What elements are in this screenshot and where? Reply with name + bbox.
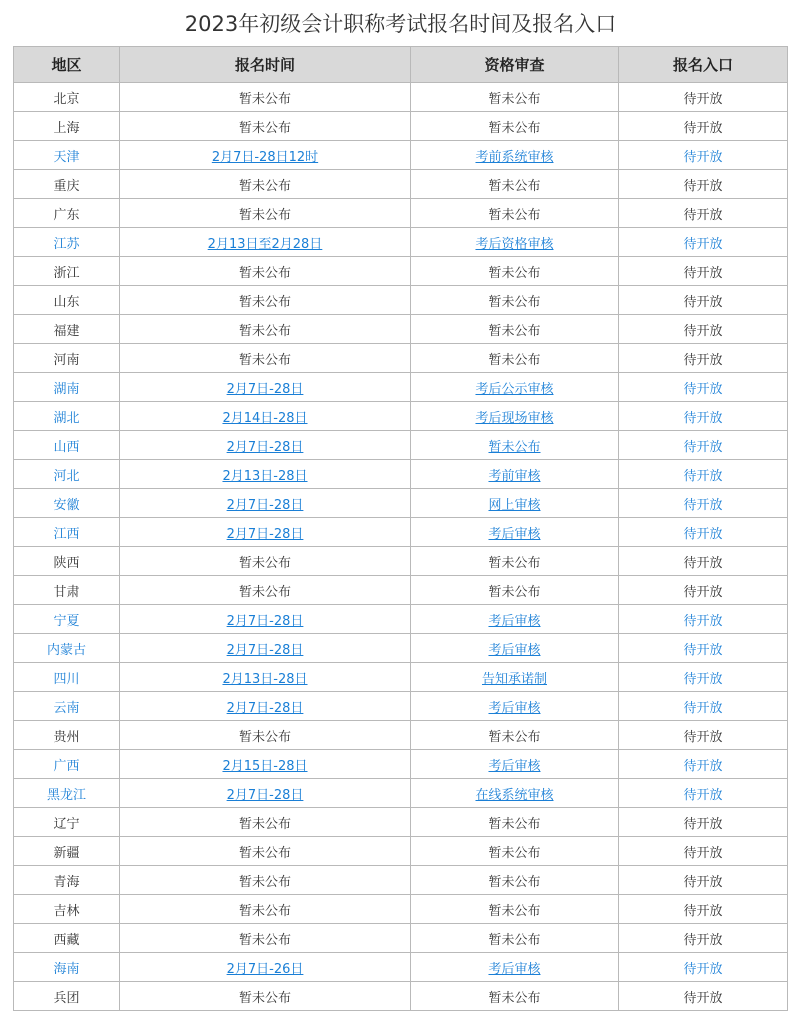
registration-entry-cell <box>619 489 788 518</box>
region-cell <box>14 750 120 779</box>
registration-entry-cell <box>619 141 788 170</box>
region-cell <box>14 489 120 518</box>
qualification-review-cell <box>411 199 619 228</box>
qualification-review-cell-text: 暂未公布 <box>488 584 541 600</box>
registration-time-cell-text: 暂未公布 <box>238 816 291 832</box>
qualification-review-cell <box>411 866 619 895</box>
region-cell <box>14 634 120 663</box>
registration-entry-cell <box>619 460 788 489</box>
region-cell-text: 河北 <box>53 468 80 484</box>
region-cell <box>14 431 120 460</box>
registration-time-cell-text: 暂未公布 <box>238 874 291 890</box>
registration-time-link[interactable]: 2月7日-28日 <box>226 497 304 513</box>
qualification-review-cell-text: 暂未公布 <box>488 352 541 368</box>
registration-time-cell <box>120 924 411 953</box>
region-cell <box>14 895 120 924</box>
region-cell-text: 安徽 <box>53 497 80 513</box>
region-cell-text: 宁夏 <box>53 613 80 629</box>
table-row <box>14 982 788 1011</box>
qualification-review-cell <box>411 895 619 924</box>
region-cell-text: 湖北 <box>53 410 80 426</box>
qualification-review-cell <box>411 83 619 112</box>
registration-time-cell-text: 暂未公布 <box>238 555 291 571</box>
table-row <box>14 692 788 721</box>
registration-time-cell-text: 暂未公布 <box>238 903 291 919</box>
registration-entry-cell <box>619 315 788 344</box>
table-row <box>14 605 788 634</box>
registration-time-cell <box>120 895 411 924</box>
region-cell <box>14 344 120 373</box>
registration-time-cell-text: 暂未公布 <box>238 265 291 281</box>
qualification-review-cell <box>411 837 619 866</box>
registration-time-link[interactable]: 2月7日-26日 <box>226 961 304 977</box>
qualification-review-cell <box>411 170 619 199</box>
registration-entry-cell-text: 待开放 <box>683 91 723 107</box>
table-row <box>14 112 788 141</box>
registration-time-link[interactable]: 2月7日-28日 <box>226 787 304 803</box>
qualification-review-link[interactable]: 网上审核 <box>488 497 541 513</box>
page-title: 2023年初级会计职称考试报名时间及报名入口 <box>184 12 617 36</box>
region-cell <box>14 373 120 402</box>
table-row <box>14 460 788 489</box>
qualification-review-cell <box>411 315 619 344</box>
registration-table <box>13 46 788 1011</box>
table-row <box>14 866 788 895</box>
table-row <box>14 895 788 924</box>
registration-entry-cell-text: 待开放 <box>683 468 723 484</box>
qualification-review-link[interactable]: 考后公示审核 <box>475 381 554 397</box>
qualification-review-link[interactable]: 考前审核 <box>488 468 541 484</box>
registration-time-cell[interactable] <box>120 141 411 170</box>
region-cell <box>14 141 120 170</box>
registration-time-cell[interactable] <box>120 402 411 431</box>
registration-entry-cell-text: 待开放 <box>683 323 723 339</box>
registration-time-link[interactable]: 2月13日-28日 <box>222 671 308 687</box>
registration-time-cell <box>120 170 411 199</box>
region-cell <box>14 982 120 1011</box>
region-cell <box>14 837 120 866</box>
qualification-review-link[interactable]: 考后审核 <box>488 961 541 977</box>
registration-time-cell-text: 暂未公布 <box>238 294 291 310</box>
region-cell <box>14 257 120 286</box>
qualification-review-cell-text: 暂未公布 <box>488 990 541 1006</box>
qualification-review-cell[interactable] <box>411 431 619 460</box>
table-row <box>14 228 788 257</box>
table-row <box>14 315 788 344</box>
registration-entry-cell-text: 待开放 <box>683 729 723 745</box>
registration-time-cell <box>120 547 411 576</box>
registration-entry-cell <box>619 83 788 112</box>
region-cell-text: 山西 <box>53 439 80 455</box>
registration-entry-cell-text: 待开放 <box>683 613 723 629</box>
region-cell <box>14 518 120 547</box>
qualification-review-cell <box>411 721 619 750</box>
registration-entry-cell-text: 待开放 <box>683 265 723 281</box>
qualification-review-cell <box>411 112 619 141</box>
table-row <box>14 402 788 431</box>
region-cell-text: 吉林 <box>53 903 80 919</box>
table-row <box>14 837 788 866</box>
qualification-review-link[interactable]: 在线系统审核 <box>475 787 554 803</box>
qualification-review-cell[interactable] <box>411 779 619 808</box>
qualification-review-cell <box>411 547 619 576</box>
registration-time-link[interactable]: 2月7日-28日 <box>226 526 304 542</box>
qualification-review-cell-text: 暂未公布 <box>488 845 541 861</box>
qualification-review-link[interactable]: 告知承诺制 <box>481 671 547 687</box>
region-cell-text: 广西 <box>53 758 80 774</box>
registration-time-link[interactable]: 2月7日-28日 <box>226 700 304 716</box>
region-cell <box>14 315 120 344</box>
registration-entry-cell-text: 待开放 <box>683 874 723 890</box>
region-cell-text: 西藏 <box>53 932 80 948</box>
registration-time-cell-text: 暂未公布 <box>238 352 291 368</box>
registration-entry-cell <box>619 866 788 895</box>
region-cell-text: 山东 <box>53 294 80 310</box>
registration-entry-cell <box>619 837 788 866</box>
registration-entry-cell-text: 待开放 <box>683 410 723 426</box>
registration-entry-cell-text: 待开放 <box>683 642 723 658</box>
qualification-review-link[interactable]: 考前系统审核 <box>475 149 554 165</box>
registration-time-cell <box>120 112 411 141</box>
registration-entry-cell <box>619 924 788 953</box>
registration-time-link[interactable]: 2月15日-28日 <box>222 758 308 774</box>
qualification-review-link[interactable]: 考后审核 <box>488 642 541 658</box>
qualification-review-cell-text: 暂未公布 <box>488 729 541 745</box>
region-cell <box>14 402 120 431</box>
region-cell <box>14 605 120 634</box>
registration-entry-cell-text: 待开放 <box>683 497 723 513</box>
registration-entry-cell-text: 待开放 <box>683 236 723 252</box>
registration-time-cell[interactable] <box>120 663 411 692</box>
registration-time-link[interactable]: 2月13日至2月28日 <box>207 236 323 252</box>
registration-time-cell-text: 暂未公布 <box>238 584 291 600</box>
region-cell <box>14 808 120 837</box>
qualification-review-link[interactable]: 暂未公布 <box>488 439 541 455</box>
registration-entry-cell-text: 待开放 <box>683 816 723 832</box>
registration-time-cell <box>120 576 411 605</box>
registration-entry-cell <box>619 344 788 373</box>
region-cell-text: 广东 <box>53 207 80 223</box>
table-row <box>14 431 788 460</box>
registration-entry-cell-text: 待开放 <box>683 845 723 861</box>
registration-time-cell-text: 暂未公布 <box>238 932 291 948</box>
qualification-review-cell-text: 暂未公布 <box>488 207 541 223</box>
registration-time-cell[interactable] <box>120 460 411 489</box>
header-region: 地区 <box>14 47 120 83</box>
qualification-review-cell <box>411 808 619 837</box>
registration-time-cell <box>120 344 411 373</box>
region-cell <box>14 228 120 257</box>
registration-time-cell[interactable] <box>120 518 411 547</box>
qualification-review-cell[interactable] <box>411 663 619 692</box>
qualification-review-link[interactable]: 考后审核 <box>488 613 541 629</box>
region-cell <box>14 460 120 489</box>
region-cell <box>14 286 120 315</box>
registration-entry-cell <box>619 402 788 431</box>
registration-time-link[interactable]: 2月7日-28日12时 <box>211 149 319 165</box>
registration-entry-cell <box>619 373 788 402</box>
region-cell-text: 云南 <box>53 700 80 716</box>
qualification-review-cell-text: 暂未公布 <box>488 816 541 832</box>
qualification-review-cell-text: 暂未公布 <box>488 178 541 194</box>
table-row <box>14 141 788 170</box>
registration-time-link[interactable]: 2月14日-28日 <box>222 410 308 426</box>
region-cell-text: 重庆 <box>53 178 80 194</box>
registration-entry-cell <box>619 605 788 634</box>
qualification-review-cell-text: 暂未公布 <box>488 555 541 571</box>
registration-time-cell[interactable] <box>120 605 411 634</box>
registration-time-cell <box>120 808 411 837</box>
qualification-review-cell-text: 暂未公布 <box>488 874 541 890</box>
registration-entry-cell-text: 待开放 <box>683 932 723 948</box>
registration-time-link[interactable]: 2月7日-28日 <box>226 381 304 397</box>
table-header-row <box>14 47 788 83</box>
registration-time-cell-text: 暂未公布 <box>238 120 291 136</box>
header-qualification-review: 资格审查 <box>411 47 619 83</box>
region-cell-text: 内蒙古 <box>46 642 86 658</box>
registration-entry-cell <box>619 750 788 779</box>
region-cell <box>14 83 120 112</box>
table-row <box>14 199 788 228</box>
registration-time-cell-text: 暂未公布 <box>238 323 291 339</box>
region-cell-text: 海南 <box>53 961 80 977</box>
registration-entry-cell <box>619 982 788 1011</box>
registration-entry-cell <box>619 721 788 750</box>
region-cell-text: 河南 <box>53 352 80 368</box>
region-cell <box>14 663 120 692</box>
region-cell <box>14 547 120 576</box>
qualification-review-link[interactable]: 考后审核 <box>488 526 541 542</box>
registration-entry-cell-text: 待开放 <box>683 671 723 687</box>
qualification-review-cell[interactable] <box>411 953 619 982</box>
region-cell-text: 福建 <box>53 323 80 339</box>
table-row <box>14 344 788 373</box>
table-row <box>14 953 788 982</box>
registration-time-cell <box>120 286 411 315</box>
registration-time-cell-text: 暂未公布 <box>238 990 291 1006</box>
qualification-review-cell-text: 暂未公布 <box>488 120 541 136</box>
table-row <box>14 808 788 837</box>
region-cell <box>14 924 120 953</box>
registration-time-cell[interactable] <box>120 634 411 663</box>
registration-time-cell[interactable] <box>120 373 411 402</box>
registration-entry-cell-text: 待开放 <box>683 526 723 542</box>
registration-time-cell <box>120 257 411 286</box>
region-cell <box>14 721 120 750</box>
region-cell-text: 天津 <box>53 149 80 165</box>
registration-entry-cell-text: 待开放 <box>683 990 723 1006</box>
registration-time-cell[interactable] <box>120 750 411 779</box>
qualification-review-cell[interactable] <box>411 228 619 257</box>
registration-time-cell[interactable] <box>120 431 411 460</box>
registration-entry-cell <box>619 576 788 605</box>
region-cell-text: 新疆 <box>53 845 80 861</box>
qualification-review-cell <box>411 286 619 315</box>
region-cell <box>14 953 120 982</box>
registration-entry-cell <box>619 228 788 257</box>
region-cell <box>14 112 120 141</box>
registration-entry-cell <box>619 663 788 692</box>
table-row <box>14 257 788 286</box>
registration-entry-cell-text: 待开放 <box>683 555 723 571</box>
registration-entry-cell <box>619 199 788 228</box>
registration-entry-cell-text: 待开放 <box>683 961 723 977</box>
registration-time-link[interactable]: 2月7日-28日 <box>226 642 304 658</box>
registration-time-cell[interactable] <box>120 692 411 721</box>
region-cell <box>14 866 120 895</box>
registration-time-cell[interactable] <box>120 489 411 518</box>
region-cell-text: 四川 <box>53 671 80 687</box>
table-body <box>14 83 788 1011</box>
table-row <box>14 547 788 576</box>
region-cell-text: 贵州 <box>53 729 80 745</box>
qualification-review-link[interactable]: 考后资格审核 <box>475 236 554 252</box>
registration-entry-cell-text: 待开放 <box>683 758 723 774</box>
registration-time-cell[interactable] <box>120 228 411 257</box>
registration-entry-cell-text: 待开放 <box>683 207 723 223</box>
region-cell-text: 黑龙江 <box>46 787 86 803</box>
table-row <box>14 576 788 605</box>
registration-entry-cell <box>619 895 788 924</box>
qualification-review-cell-text: 暂未公布 <box>488 932 541 948</box>
registration-entry-cell <box>619 692 788 721</box>
region-cell <box>14 576 120 605</box>
registration-time-link[interactable]: 2月7日-28日 <box>226 439 304 455</box>
registration-time-link[interactable]: 2月7日-28日 <box>226 613 304 629</box>
qualification-review-cell[interactable] <box>411 460 619 489</box>
registration-entry-cell <box>619 112 788 141</box>
registration-entry-cell <box>619 634 788 663</box>
region-cell-text: 辽宁 <box>53 816 80 832</box>
qualification-review-link[interactable]: 考后审核 <box>488 700 541 716</box>
region-cell <box>14 170 120 199</box>
qualification-review-cell[interactable] <box>411 373 619 402</box>
registration-time-cell-text: 暂未公布 <box>238 729 291 745</box>
table-row <box>14 518 788 547</box>
region-cell-text: 陕西 <box>53 555 80 571</box>
registration-time-cell <box>120 721 411 750</box>
qualification-review-cell[interactable] <box>411 518 619 547</box>
registration-entry-cell <box>619 286 788 315</box>
qualification-review-cell <box>411 257 619 286</box>
qualification-review-cell[interactable] <box>411 141 619 170</box>
qualification-review-cell <box>411 344 619 373</box>
table-row <box>14 924 788 953</box>
registration-entry-cell <box>619 170 788 199</box>
registration-entry-cell <box>619 431 788 460</box>
registration-time-link[interactable]: 2月13日-28日 <box>222 468 308 484</box>
registration-entry-cell-text: 待开放 <box>683 439 723 455</box>
table-row <box>14 634 788 663</box>
registration-entry-cell <box>619 808 788 837</box>
registration-entry-cell-text: 待开放 <box>683 903 723 919</box>
table-row <box>14 373 788 402</box>
region-cell-text: 湖南 <box>53 381 80 397</box>
qualification-review-cell[interactable] <box>411 750 619 779</box>
qualification-review-cell-text: 暂未公布 <box>488 91 541 107</box>
region-cell-text: 兵团 <box>53 990 80 1006</box>
header-registration-time: 报名时间 <box>120 47 411 83</box>
registration-time-cell <box>120 866 411 895</box>
registration-entry-cell <box>619 953 788 982</box>
region-cell-text: 江西 <box>53 526 80 542</box>
qualification-review-link[interactable]: 考后审核 <box>488 758 541 774</box>
qualification-review-cell-text: 暂未公布 <box>488 323 541 339</box>
registration-entry-cell-text: 待开放 <box>683 178 723 194</box>
registration-time-cell <box>120 83 411 112</box>
registration-time-cell[interactable] <box>120 779 411 808</box>
registration-entry-cell-text: 待开放 <box>683 700 723 716</box>
registration-entry-cell <box>619 257 788 286</box>
region-cell-text: 北京 <box>53 91 80 107</box>
registration-entry-cell <box>619 518 788 547</box>
region-cell <box>14 199 120 228</box>
table-row <box>14 286 788 315</box>
registration-time-cell[interactable] <box>120 953 411 982</box>
region-cell-text: 浙江 <box>53 265 80 281</box>
registration-entry-cell-text: 待开放 <box>683 120 723 136</box>
registration-time-cell-text: 暂未公布 <box>238 207 291 223</box>
qualification-review-cell <box>411 982 619 1011</box>
table-row <box>14 663 788 692</box>
region-cell-text: 上海 <box>53 120 80 136</box>
table-row <box>14 170 788 199</box>
registration-entry-cell-text: 待开放 <box>683 149 723 165</box>
region-cell <box>14 779 120 808</box>
registration-entry-cell <box>619 547 788 576</box>
table-row <box>14 489 788 518</box>
registration-entry-cell <box>619 779 788 808</box>
qualification-review-link[interactable]: 考后现场审核 <box>475 410 554 426</box>
registration-entry-cell-text: 待开放 <box>683 381 723 397</box>
qualification-review-cell[interactable] <box>411 402 619 431</box>
registration-time-cell <box>120 837 411 866</box>
registration-entry-cell-text: 待开放 <box>683 584 723 600</box>
registration-entry-cell-text: 待开放 <box>683 352 723 368</box>
qualification-review-cell-text: 暂未公布 <box>488 903 541 919</box>
qualification-review-cell[interactable] <box>411 489 619 518</box>
qualification-review-cell <box>411 924 619 953</box>
region-cell-text: 青海 <box>53 874 80 890</box>
table-row <box>14 750 788 779</box>
region-cell-text: 江苏 <box>53 236 80 252</box>
registration-time-cell <box>120 315 411 344</box>
registration-time-cell-text: 暂未公布 <box>238 178 291 194</box>
table-row <box>14 721 788 750</box>
qualification-review-cell <box>411 576 619 605</box>
qualification-review-cell-text: 暂未公布 <box>488 294 541 310</box>
qualification-review-cell[interactable] <box>411 634 619 663</box>
registration-entry-cell-text: 待开放 <box>683 787 723 803</box>
qualification-review-cell-text: 暂未公布 <box>488 265 541 281</box>
table-row <box>14 83 788 112</box>
registration-time-cell-text: 暂未公布 <box>238 845 291 861</box>
qualification-review-cell[interactable] <box>411 605 619 634</box>
registration-time-cell <box>120 982 411 1011</box>
registration-time-cell-text: 暂未公布 <box>238 91 291 107</box>
registration-time-cell <box>120 199 411 228</box>
region-cell-text: 甘肃 <box>53 584 80 600</box>
table-row <box>14 779 788 808</box>
qualification-review-cell[interactable] <box>411 692 619 721</box>
region-cell <box>14 692 120 721</box>
registration-entry-cell-text: 待开放 <box>683 294 723 310</box>
header-registration-entry: 报名入口 <box>619 47 788 83</box>
